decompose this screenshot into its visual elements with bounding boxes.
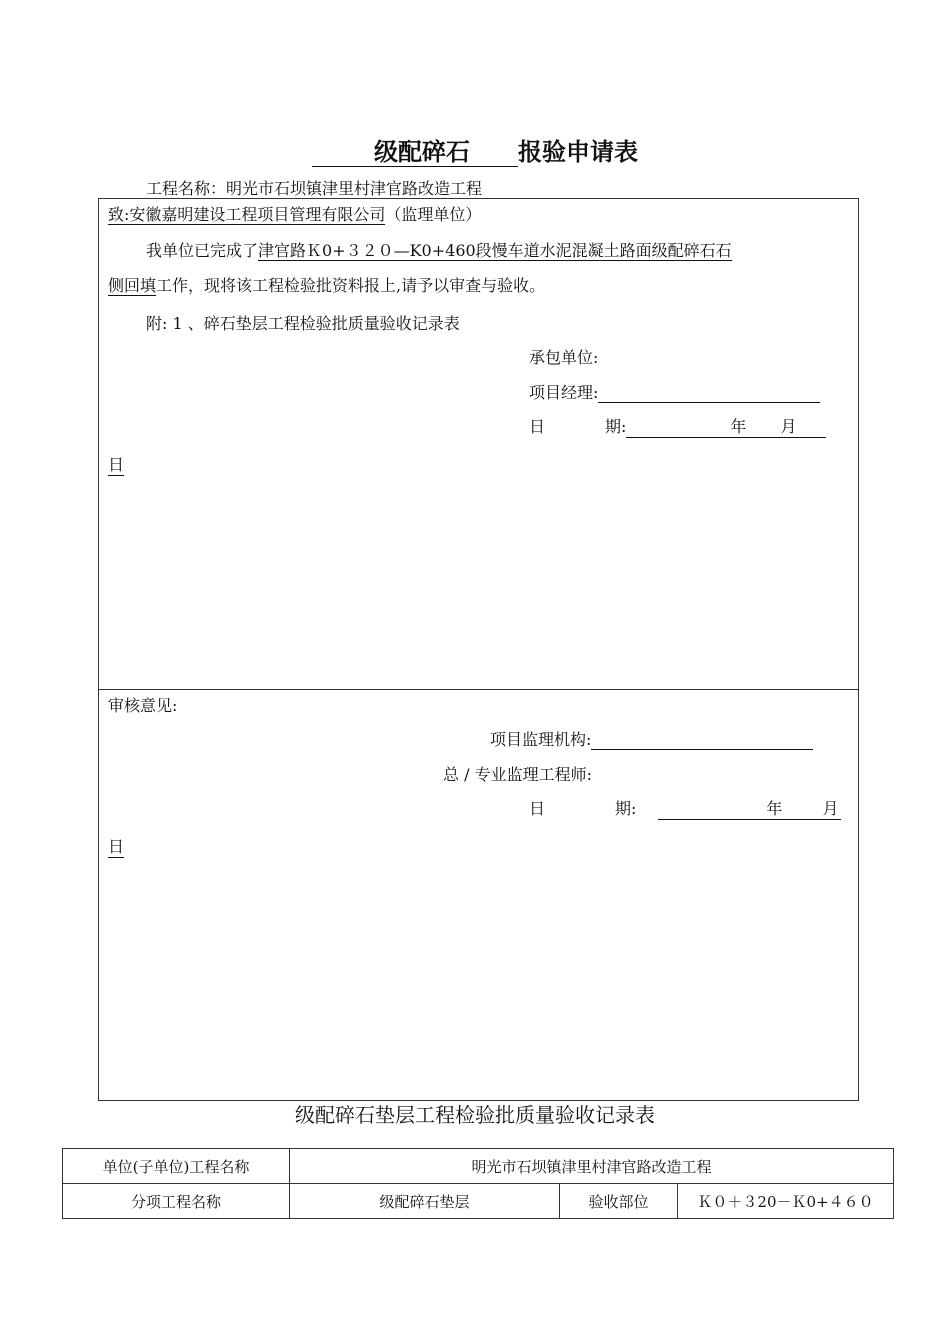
part-label: 验收部位 [560,1184,678,1219]
review-heading: 审核意见: [108,696,178,715]
application-box [98,198,859,690]
part-value: Ｋ０＋３20－Ｋ0+４６０ [678,1184,894,1219]
review-date-label-b: 期: [615,799,637,818]
date-label-b: 期: [605,417,627,436]
agency-line [490,727,813,750]
addressee-line [108,202,481,225]
project-line [146,176,482,199]
document-title [0,132,950,167]
contractor-label: 承包单位: [529,348,599,367]
sub-value: 级配碎石垫层 [290,1184,560,1219]
review-date-line [529,796,841,820]
completed-line-1 [146,238,732,261]
project-name: 明光市石坝镇津里村津官路改造工程 [226,179,483,198]
sub-label: 分项工程名称 [63,1184,290,1219]
unit-label: 单位(子单位)工程名称 [63,1149,290,1184]
title-blank-before [312,140,374,167]
review-date-year: 年 [766,799,783,818]
date-fill [626,414,826,438]
table-row [63,1149,894,1184]
attachment-line: 附: 1 、碎石垫层工程检验批质量验收记录表 [146,314,460,333]
title-blank-after [470,140,518,167]
unit-value: 明光市石坝镇津里村津官路改造工程 [290,1149,894,1184]
manager-signature-line [598,384,820,403]
record-heading: 级配碎石垫层工程检验批质量验收记录表 [295,1103,655,1127]
review-date-fill [658,796,841,820]
title-suffix: 报验申请表 [518,138,638,166]
date-year: 年 [730,417,747,436]
completed-work-2: 侧回填 [108,276,157,295]
engineer-label: 总 / 专业监理工程师: [443,765,592,784]
project-label: 工程名称： [146,179,227,198]
manager-label: 项目经理: [529,383,599,402]
agency-signature-line [591,731,813,750]
agency-label: 项目监理机构: [490,730,592,749]
review-date-day: 日 [108,834,124,858]
completed-suffix: 工作，现将该工程检验批资料报上,请予以审查与验收。 [156,276,546,295]
review-box [98,689,859,1101]
table-row [63,1184,894,1219]
review-date-label-a: 日 [529,799,546,818]
to-prefix: 致: [108,205,130,224]
review-date-month: 月 [822,799,839,818]
application-date-line [529,414,826,438]
date-month: 月 [780,417,797,436]
date-label-a: 日 [529,417,546,436]
supervisor-company: 安徽嘉明建设工程项目管理有限公司 [129,205,386,224]
completed-work-1: 津官路Ｋ0+３２０—K0+460段慢车道水泥混凝土路面级配碎石石 [258,241,732,260]
manager-line [529,380,820,403]
completed-line-2 [108,273,545,296]
record-table [62,1148,894,1219]
title-item: 级配碎石 [374,138,470,166]
application-date-day: 日 [108,452,124,476]
completed-prefix: 我单位已完成了 [146,241,259,260]
supervisor-suffix: （监理单位） [385,205,482,224]
